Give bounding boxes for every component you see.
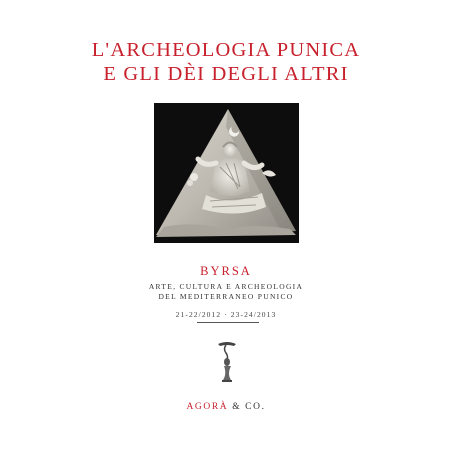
publisher-name: AGORÀ bbox=[186, 402, 229, 412]
title-line-2: E GLI DÈI DEGLI ALTRI bbox=[103, 63, 349, 85]
divider-rule bbox=[197, 322, 259, 323]
series-subtitle-line-2: DEL MEDITERRANEO PUNICO bbox=[158, 292, 294, 301]
publisher-suffix: & CO. bbox=[228, 402, 266, 412]
stele-photograph bbox=[154, 103, 299, 243]
title-line-1: L'ARCHEOLOGIA PUNICA bbox=[91, 39, 361, 61]
series-title: BYRSA bbox=[200, 264, 252, 278]
series-subtitle-line-1: ARTE, CULTURA E ARCHEOLOGIA bbox=[148, 282, 304, 291]
issue-dates: 21-22/2012 · 23-24/2013 bbox=[175, 310, 277, 319]
publisher-imprint bbox=[0, 402, 452, 412]
publisher-logo-icon bbox=[216, 340, 238, 386]
